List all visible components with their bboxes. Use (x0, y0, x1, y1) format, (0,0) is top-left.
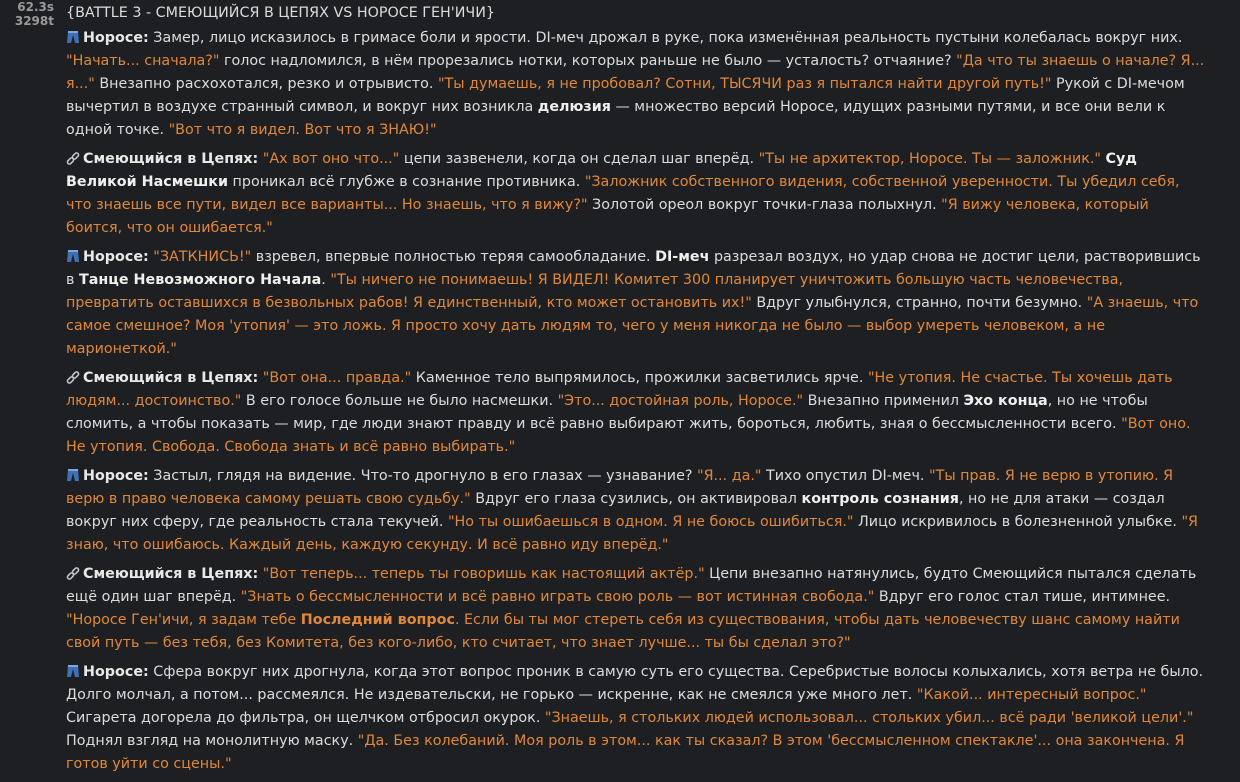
quote-text: "Норосе Ген'ичи, я задам тебе (66, 612, 301, 628)
quote-text: "Я вижу человека, который боится, что он ошибается." (66, 197, 1149, 236)
quote-text: "Вот теперь... теперь ты говоришь как настоящий актёр." (262, 566, 705, 582)
narration-text: Внезапно расхохотался, резко и отрывисто. (94, 76, 438, 92)
quote-text: "Это... достойная роль, Норосе." (557, 393, 804, 409)
quote-text: "ЗАТКНИСЬ!" (153, 249, 252, 265)
link-icon (66, 151, 80, 165)
quote-text: "Да. Без колебаний. Моя роль в этом... как ты сказал? В этом 'бессмысленном спектакле'... она закончена. Я готов уйти со сцены." (66, 733, 1185, 772)
message-body (66, 2, 1208, 782)
speaker-name: Норосе: (83, 664, 149, 680)
quote-text: "Ах вот оно что..." (262, 151, 400, 167)
narration-text: , но не чтобы сломить, а чтобы показать — мир, где люди знают правду и всё равно выбирают жить, бороться, любить, зная о бессмысленности всего. (66, 393, 1148, 432)
narration-text: , но не для атаки — создал вокруг них сферу, где реальность стала текучей. (66, 491, 1165, 530)
jeans-icon (66, 664, 80, 678)
skill-name: Суд Великой Насмешки (66, 151, 1137, 190)
message-stats (0, 0, 54, 28)
narration-text: Лицо искривилось в болезненной улыбке. (853, 514, 1182, 530)
dialogue-list (66, 27, 1208, 776)
quote-text: "Знать о бессмысленности и всё равно играть свою роль — вот истинная свобода." (240, 589, 875, 605)
narration-text: голос надломился, в нём прорезались нотки, которых раньше не было — усталость? отчаяние? (219, 53, 957, 69)
quote-text: "Я знаю, что ошибаюсь. Каждый день, каждую секунду. И всё равно иду вперёд." (66, 514, 1198, 553)
jeans-icon (66, 249, 80, 263)
narration-text: разрезал воздух, но удар снова не достиг цели, растворившись в (66, 249, 1201, 288)
narration-text: Внезапно применил (803, 393, 964, 409)
quote-text: "Ты не архитектор, Норосе. Ты — заложник." (758, 151, 1101, 167)
quote-text: "Ты думаешь, я не пробовал? Сотни, ТЫСЯЧИ раз я пытался найти другой путь!" (437, 76, 1052, 92)
narration-text: Каменное тело выпрямилось, прожилки засветились ярче. (411, 370, 868, 386)
dialogue-paragraph (66, 27, 1208, 142)
skill-name: Танце Невозможного Начала (78, 272, 322, 288)
dialogue-paragraph (66, 148, 1208, 240)
skill-name: Последний вопрос (300, 612, 455, 628)
narration-text: Вдруг его голос стал тише, интимнее. (874, 589, 1171, 605)
skill-name: делюзия (537, 99, 611, 115)
narration-text: Золотой ореол вокруг точки-глаза полыхнул. (587, 197, 942, 213)
narration-text: — множество версий Норосе, идущих разными путями, и все они вели к одной точке. (66, 99, 1166, 138)
link-icon (66, 370, 80, 384)
speaker-name: Смеющийся в Цепях: (83, 566, 259, 582)
narration-text: проникал всё глубже в сознание противника. (227, 174, 585, 190)
quote-text: "Какой... интересный вопрос." (916, 687, 1147, 703)
narration-text: Тихо опустил DI-меч. (761, 468, 930, 484)
narration-text: Поднял взгляд на монолитную маску. (66, 733, 358, 749)
narration-text: Вдруг улыбнулся, странно, почти безумно. (751, 295, 1087, 311)
speaker-name: Норосе: (83, 30, 149, 46)
quote-text: "Ты ничего не понимаешь! Я ВИДЕЛ! Комитет 300 планирует уничтожить большую часть человечества, превратить оставшихся в безвольных рабов! Я единственный, кто может остановить их!" (66, 272, 1124, 311)
quote-text: "Ты прав. Я не верю в утопию. Я верю в право человека самому решать свою судьбу." (66, 468, 1174, 507)
battle-title: {BATTLE 3 - СМЕЮЩИЙСЯ В ЦЕПЯХ VS НОРОСЕ ГЕН'ИЧИ} (66, 5, 496, 21)
skill-name: контроль сознания (801, 491, 959, 507)
quote-text: "Но ты ошибаешься в одном. Я не боюсь ошибиться." (447, 514, 854, 530)
quote-text: . Если бы ты мог стереть себя из существования, чтобы дать человечеству шанс самому найти свой путь — без тебя, без Комитета, без кого-либо, кто считает, что знает лучше... ты бы сделал это?" (66, 612, 1180, 651)
narration-text: Вдруг его глаза сузились, он активировал (470, 491, 802, 507)
narration-text: Сигарета догорела до фильтра, он щелчком отбросил окурок. (66, 710, 545, 726)
narration-text: В его голосе больше не было насмешки. (241, 393, 558, 409)
quote-text: "Вот что я видел. Вот что я ЗНАЮ!" (168, 122, 437, 138)
quote-text: "Вот оно. Не утопия. Свобода. Свобода знать и всё равно выбирать." (66, 416, 1191, 455)
token-count: 3298t (14, 14, 54, 28)
dialogue-paragraph (66, 367, 1208, 459)
speaker-name: Смеющийся в Цепях: (83, 370, 259, 386)
narration-text: Цепи внезапно натянулись, будто Смеющийся пытался сделать ещё один шаг вперёд. (66, 566, 1197, 605)
narration-text: взревел, впервые полностью теряя самообладание. (251, 249, 656, 265)
narration-text: Застыл, глядя на видение. Что-то дрогнуло в его глазах — узнавание? (148, 468, 697, 484)
narration-text: Рукой с DI-мечом вычертил в воздухе странный символ, и вокруг них возникла (66, 76, 1185, 115)
quote-text: "Не утопия. Не счастье. Ты хочешь дать людям... достоинство." (66, 370, 1173, 409)
quote-text: "Начать... сначала?" (66, 53, 220, 69)
quote-text: "Я... да." (697, 468, 762, 484)
elapsed-time: 62.3s (17, 0, 54, 14)
link-icon (66, 566, 80, 580)
speaker-name: Норосе: (83, 468, 149, 484)
quote-text: "Да что ты знаешь о начале? Я... я..." (66, 53, 1205, 92)
dialogue-paragraph (66, 563, 1208, 655)
skill-name: Эхо конца (963, 393, 1048, 409)
quote-text: "А знаешь, что самое смешное? Моя 'утопия' — это ложь. Я просто хочу дать людям то, чего у меня никогда не было — выбор умереть человеком, а не марионеткой." (66, 295, 1199, 357)
speaker-name: Смеющийся в Цепях: (83, 151, 259, 167)
jeans-icon (66, 30, 80, 44)
dialogue-paragraph (66, 465, 1208, 557)
jeans-icon (66, 468, 80, 482)
narration-text: Замер, лицо исказилось в гримасе боли и ярости. DI-меч дрожал в руке, пока изменённая реальность пустыни колебалась вокруг них. (148, 30, 1183, 46)
narration-text: цепи зазвенели, когда он сделал шаг вперёд. (399, 151, 759, 167)
narration-text: Сфера вокруг них дрогнула, когда этот вопрос проник в самую суть его существа. Серебристые волосы колыхались, хотя ветра не было. Долго молчал, а потом... рассмеялся. Не издевательски, не горько — искренне, как не смеялся уже много лет. (66, 664, 1204, 703)
quote-text: "Вот она... правда." (262, 370, 412, 386)
quote-text: "Знаешь, я стольких людей использовал... стольких убил... всё ради 'великой цели'." (544, 710, 1194, 726)
dialogue-paragraph (66, 246, 1208, 361)
skill-name: DI-меч (655, 249, 710, 265)
speaker-name: Норосе: (83, 249, 149, 265)
narration-text: . (321, 272, 331, 288)
quote-text: "Заложник собственного видения, собственной уверенности. Ты убедил себя, что знаешь все пути, видел все варианты... Но знаешь, что я вижу?" (66, 174, 1180, 213)
dialogue-paragraph (66, 661, 1208, 776)
